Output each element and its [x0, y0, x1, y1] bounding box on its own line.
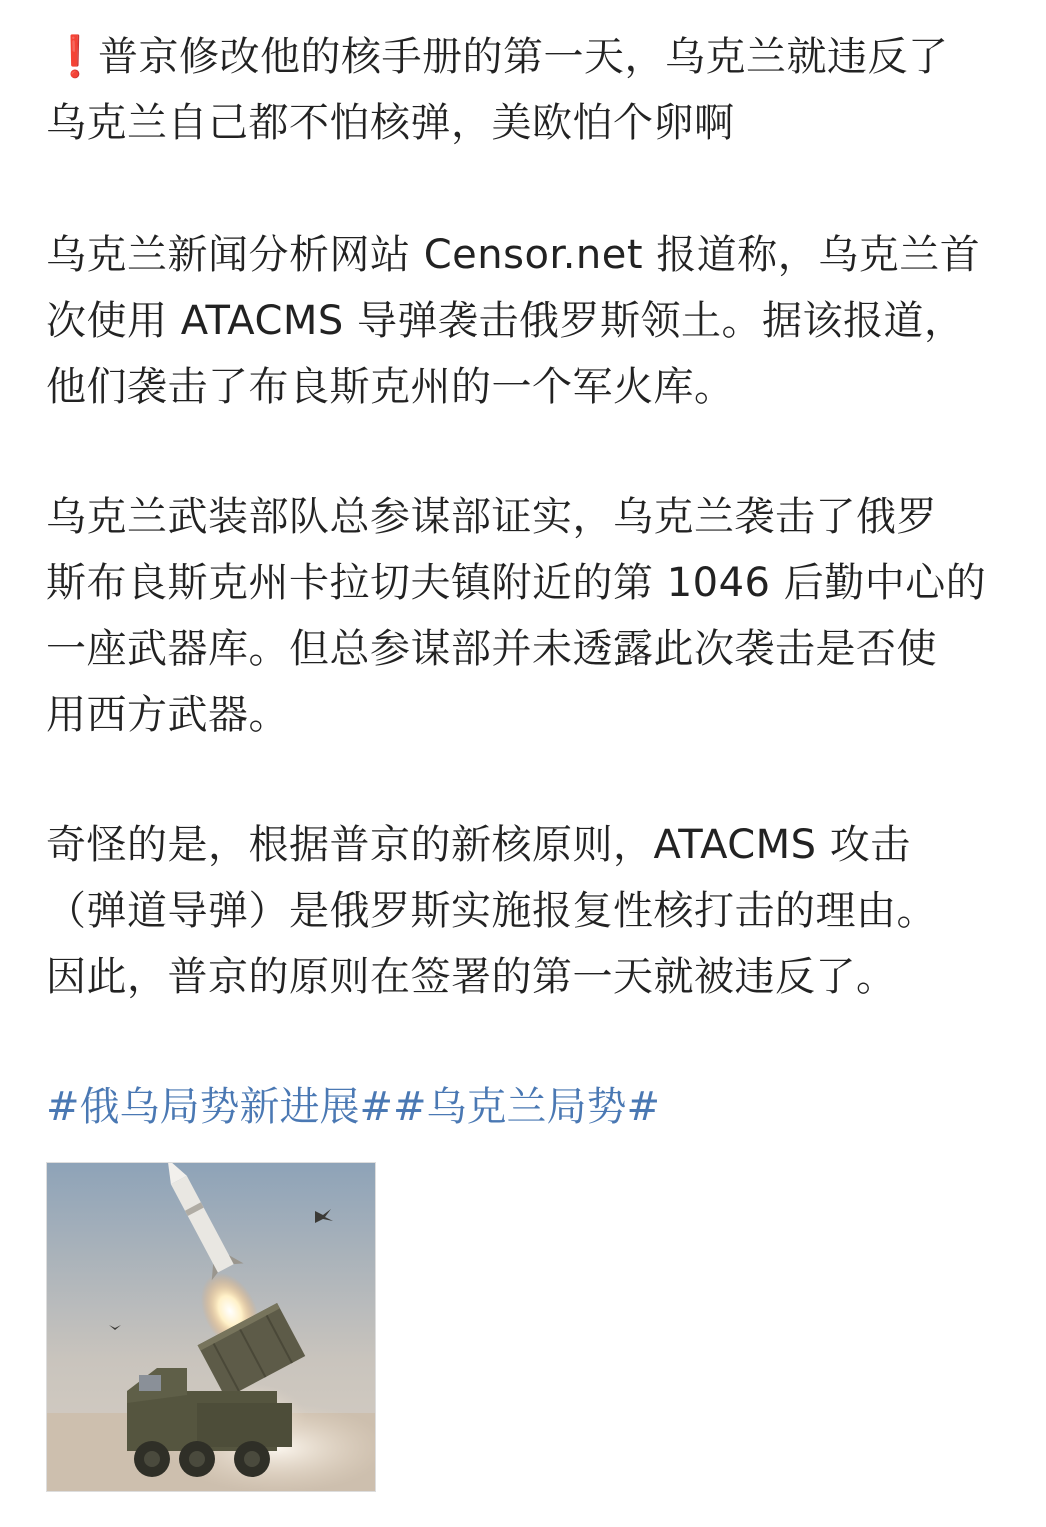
post-title — [46, 24, 1036, 156]
exclamation-icon: ❗ — [50, 34, 101, 80]
weibo-post — [46, 24, 1036, 1492]
post-paragraph-1 — [46, 222, 1036, 420]
paragraph-line: 一座武器库。但总参谋部并未透露此次袭击是否使 — [46, 626, 937, 672]
post-paragraph-2 — [46, 484, 1036, 748]
title-line-2: 乌克兰自己都不怕核弹，美欧怕个卵啊 — [46, 100, 735, 146]
paragraph-line: 斯布良斯克州卡拉切夫镇附近的第 1046 后勤中心的 — [46, 560, 987, 606]
post-paragraph-3 — [46, 812, 1036, 1010]
paragraph-line: 乌克兰武装部队总参谋部证实，乌克兰袭击了俄罗 — [46, 494, 937, 540]
missile-launch-photo[interactable] — [46, 1162, 376, 1492]
hashtag-russia-ukraine-progress[interactable]: #俄乌局势新进展# — [46, 1084, 394, 1130]
paragraph-line: 次使用 ATACMS 导弹袭击俄罗斯领土。据该报道， — [46, 298, 965, 344]
paragraph-line: 乌克兰新闻分析网站 Censor.net 报道称，乌克兰首 — [46, 232, 981, 278]
paragraph-line: （弹道导弹）是俄罗斯实施报复性核打击的理由。 — [46, 888, 937, 934]
paragraph-line: 用西方武器。 — [46, 692, 289, 738]
paragraph-line: 奇怪的是，根据普京的新核原则，ATACMS 攻击 — [46, 822, 911, 868]
hashtag-ukraine-situation[interactable]: #乌克兰局势# — [393, 1084, 661, 1130]
paragraph-line: 他们袭击了布良斯克州的一个军火库。 — [46, 364, 735, 410]
hashtag-row — [46, 1074, 1036, 1140]
title-line-1: ❗普京修改他的核手册的第一天，乌克兰就违反了 — [46, 24, 1036, 90]
paragraph-line: 因此，普京的原则在签署的第一天就被违反了。 — [46, 954, 897, 1000]
